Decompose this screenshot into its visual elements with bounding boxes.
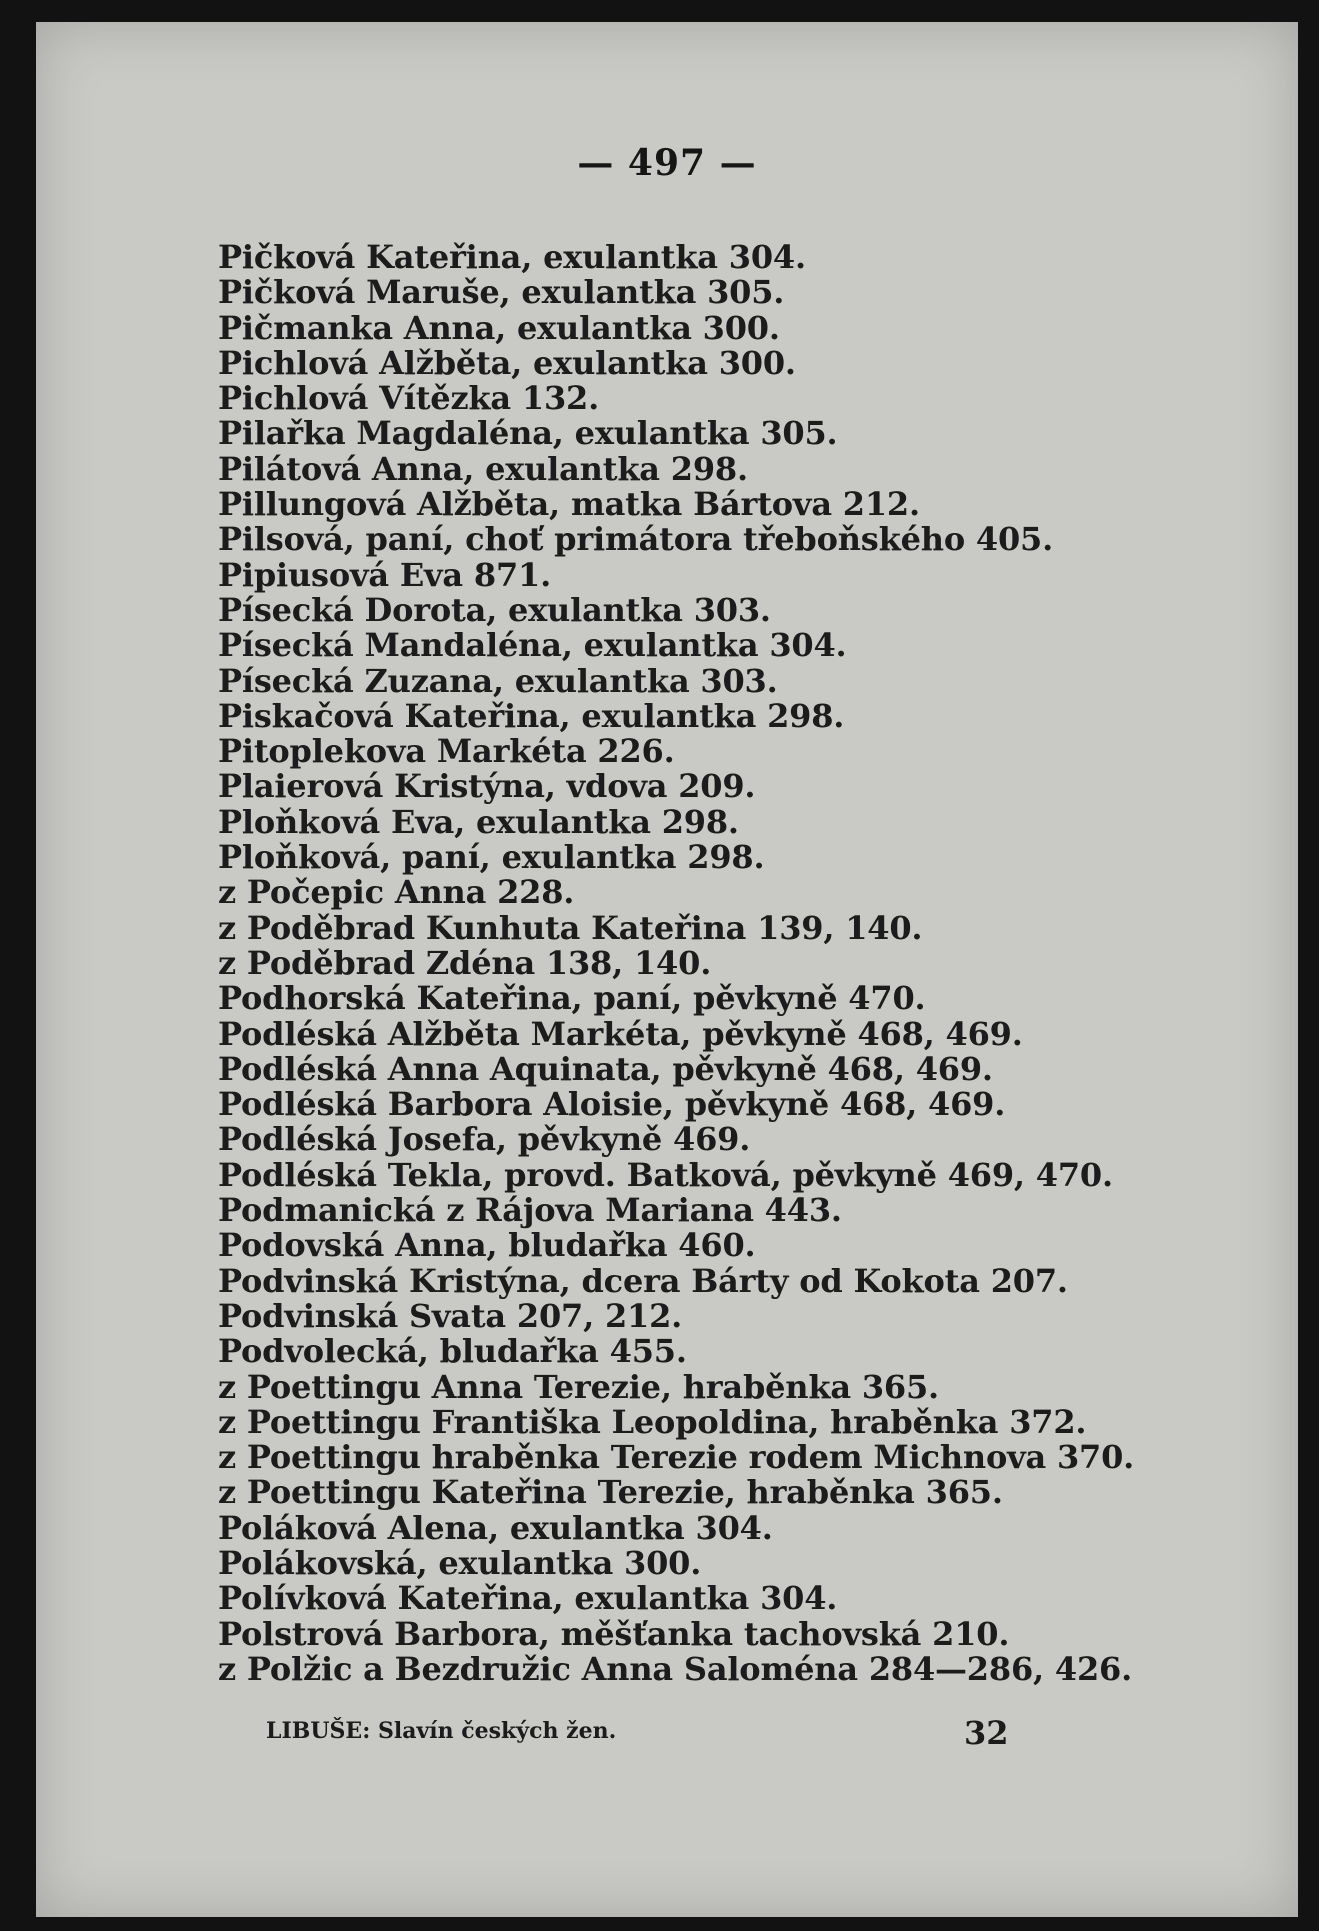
index-entry: Pichlová Vítězka 132.	[218, 379, 600, 418]
index-entry: z Polžic a Bezdružic Anna Saloména 284—286, 426.	[218, 1649, 1133, 1688]
page-number: — 497 —	[577, 142, 757, 184]
index-entry: Písecká Zuzana, exulantka 303.	[218, 661, 778, 700]
index-entry: z Počepic Anna 228.	[218, 873, 575, 912]
index-entry: Písecká Mandaléna, exulantka 304.	[218, 626, 847, 665]
index-entry: Polákovská, exulantka 300.	[218, 1543, 702, 1582]
index-entry: Pičková Maruše, exulantka 305.	[218, 273, 785, 312]
index-entries	[218, 240, 1218, 1687]
index-entry: Pilsová, paní, choť primátora třeboňského 405.	[218, 520, 1054, 559]
index-entry: Ploňková, paní, exulantka 298.	[218, 838, 765, 877]
book-page	[36, 22, 1298, 1917]
footer-signature: LIBUŠE: Slavín českých žen.	[266, 1718, 617, 1744]
index-entry: Podvolecká, bludařka 455.	[218, 1332, 687, 1371]
index-entry: z Poettingu Anna Terezie, hraběnka 365.	[218, 1367, 939, 1406]
index-entry: z Poettingu hraběnka Terezie rodem Michnova 370.	[218, 1438, 1135, 1477]
index-entry: z Poettingu Františka Leopoldina, hraběnka 372.	[218, 1402, 1087, 1441]
index-entry: Podléská Josefa, pěvkyně 469.	[218, 1120, 751, 1159]
index-entry: Pitoplekova Markéta 226.	[218, 732, 675, 771]
index-entry: Plaierová Kristýna, vdova 209.	[218, 767, 756, 806]
index-entry: Pillungová Alžběta, matka Bártova 212.	[218, 485, 920, 524]
index-entry: Podmanická z Rájova Mariana 443.	[218, 1191, 842, 1230]
index-entry: Podléská Barbora Aloisie, pěvkyně 468, 469.	[218, 1085, 1006, 1124]
index-entry: Polívková Kateřina, exulantka 304.	[218, 1579, 838, 1618]
index-entry: z Poděbrad Zdéna 138, 140.	[218, 943, 712, 982]
index-entry: Pilátová Anna, exulantka 298.	[218, 449, 748, 488]
index-entry: Ploňková Eva, exulantka 298.	[218, 802, 739, 841]
index-entry: Pipiusová Eva 871.	[218, 555, 552, 594]
index-entry: Podhorská Kateřina, paní, pěvkyně 470.	[218, 979, 926, 1018]
index-entry: Podléská Tekla, provd. Batková, pěvkyně 469, 470.	[218, 1155, 1113, 1194]
index-entry: Podovská Anna, bludařka 460.	[218, 1226, 756, 1265]
index-entry: Podvinská Kristýna, dcera Bárty od Kokota 207.	[218, 1261, 1068, 1300]
index-entry: Pičková Kateřina, exulantka 304.	[218, 238, 806, 276]
index-entry: Podléská Anna Aquinata, pěvkyně 468, 469.	[218, 1049, 993, 1088]
index-entry: Podléská Alžběta Markéta, pěvkyně 468, 469.	[218, 1014, 1023, 1053]
index-entry: z Poettingu Kateřina Terezie, hraběnka 365.	[218, 1473, 1003, 1512]
sheet-number: 32	[964, 1714, 1009, 1752]
index-entry: Polstrová Barbora, měšťanka tachovská 210.	[218, 1614, 1010, 1653]
index-entry: Písecká Dorota, exulantka 303.	[218, 590, 771, 629]
index-entry: z Poděbrad Kunhuta Kateřina 139, 140.	[218, 908, 923, 947]
index-entry: Piskačová Kateřina, exulantka 298.	[218, 696, 845, 735]
index-entry: Pichlová Alžběta, exulantka 300.	[218, 343, 796, 382]
index-entry: Pičmanka Anna, exulantka 300.	[218, 308, 780, 347]
index-entry: Poláková Alena, exulantka 304.	[218, 1508, 773, 1547]
index-entry: Podvinská Svata 207, 212.	[218, 1296, 683, 1335]
index-entry: Pilařka Magdaléna, exulantka 305.	[218, 414, 838, 453]
